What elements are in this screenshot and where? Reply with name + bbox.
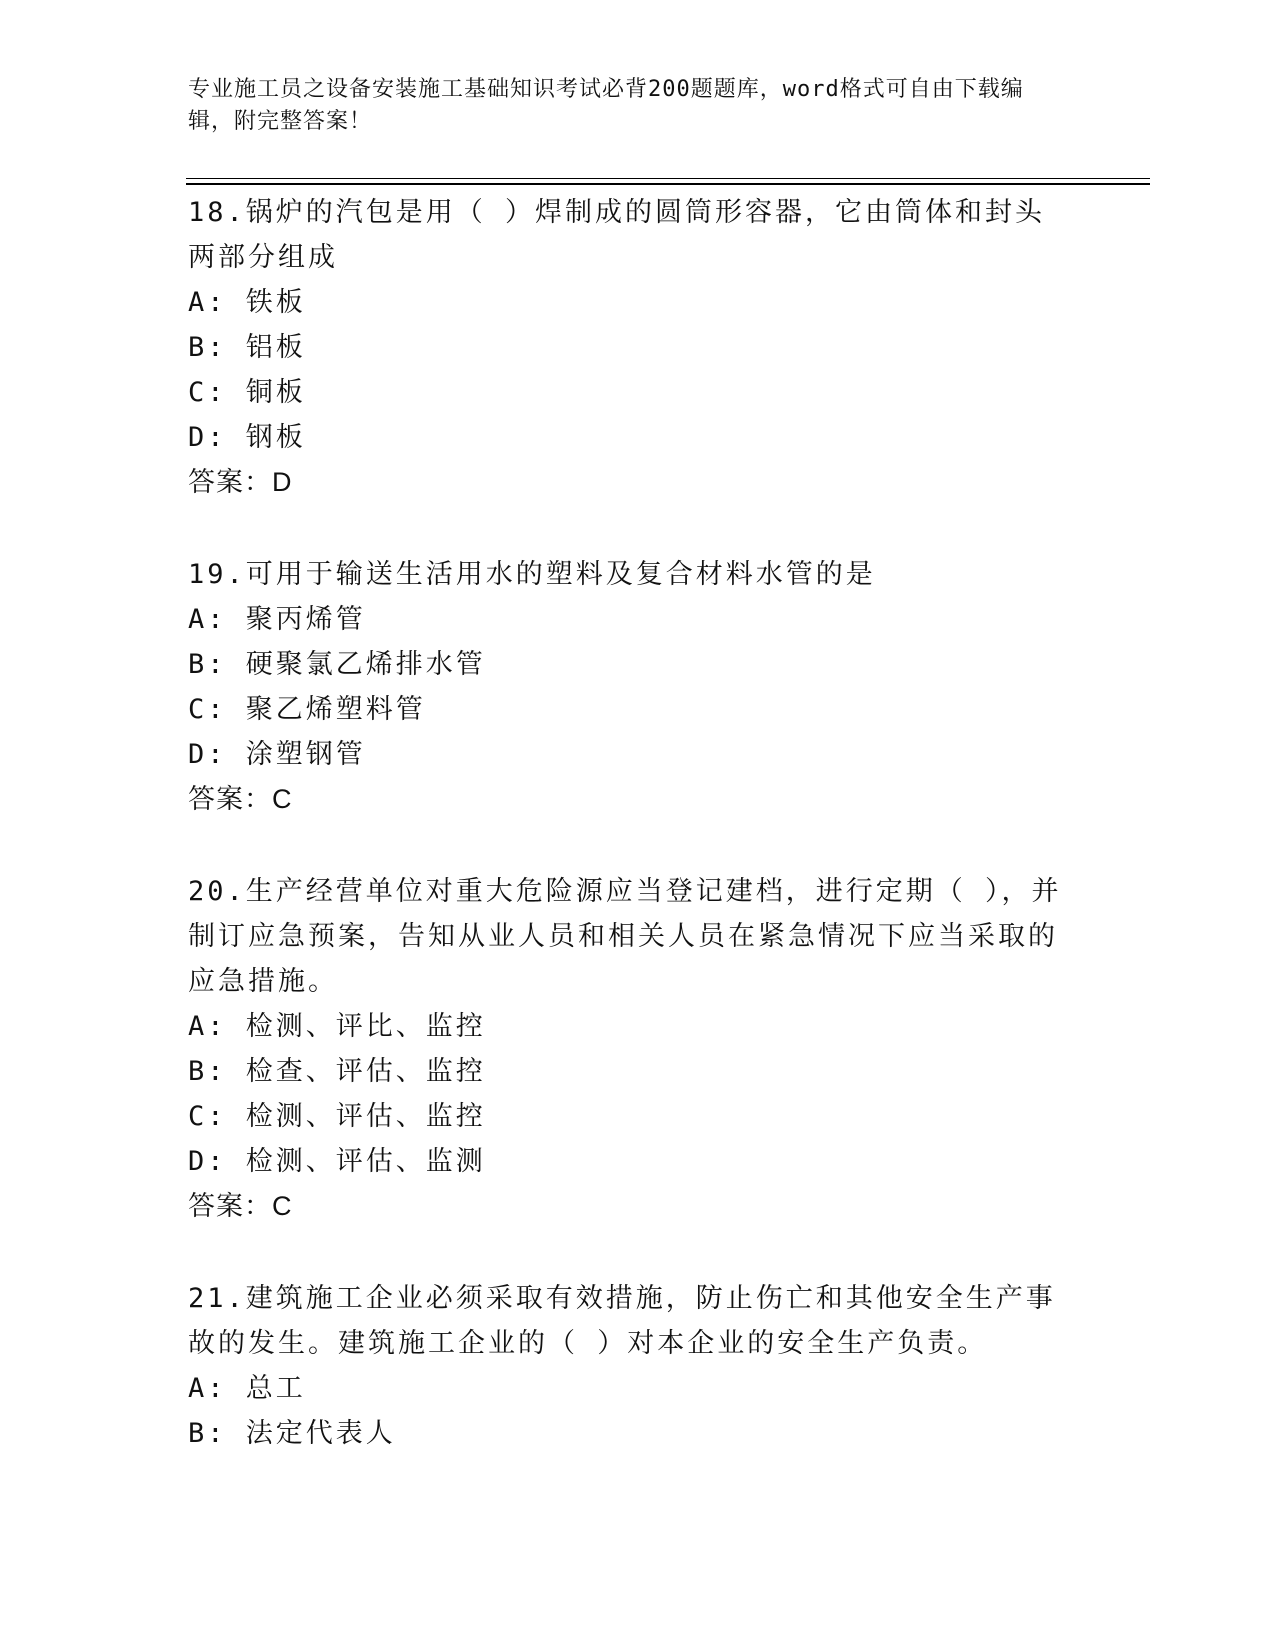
answer-label: 答案：D [188,467,293,497]
option-c: C: 检测、评估、监控 [188,1101,486,1132]
question-list [188,190,1068,1503]
question-text: 21.建筑施工企业必须采取有效措施，防止伤亡和其他安全生产事故的发生。建筑施工企业的（ ）对本企业的安全生产负责。 [188,1283,1056,1359]
header-divider-thick [186,183,1150,185]
option-a: A: 铁板 [188,287,306,318]
header-divider-thin [186,178,1150,179]
option-a: A: 检测、评比、监控 [188,1011,486,1042]
answer-label: 答案：C [188,784,293,814]
option-d: D: 检测、评估、监测 [188,1146,486,1177]
option-d: D: 涂塑钢管 [188,739,366,770]
option-a: A: 聚丙烯管 [188,604,366,635]
option-b: B: 检查、评估、监控 [188,1056,486,1087]
question-21 [188,1276,1068,1456]
question-text: 18.锅炉的汽包是用（ ）焊制成的圆筒形容器，它由筒体和封头两部分组成 [188,197,1046,273]
question-text: 19.可用于输送生活用水的塑料及复合材料水管的是 [188,559,876,590]
option-c: C: 聚乙烯塑料管 [188,694,426,725]
option-d: D: 钢板 [188,422,306,453]
option-b: B: 法定代表人 [188,1418,396,1449]
document-header: 专业施工员之设备安装施工基础知识考试必背200题题库，word格式可自由下载编辑，附完整答案！ [188,77,1024,134]
question-18 [188,190,1068,505]
option-a: A: 总工 [188,1373,306,1404]
question-text: 20.生产经营单位对重大危险源应当登记建档，进行定期（ ），并制订应急预案，告知从业人员和相关人员在紧急情况下应当采取的应急措施。 [188,876,1062,997]
answer-label: 答案：C [188,1191,293,1221]
option-c: C: 铜板 [188,377,306,408]
option-b: B: 硬聚氯乙烯排水管 [188,649,486,680]
question-20 [188,869,1068,1229]
option-b: B: 铝板 [188,332,306,363]
question-19 [188,552,1068,822]
